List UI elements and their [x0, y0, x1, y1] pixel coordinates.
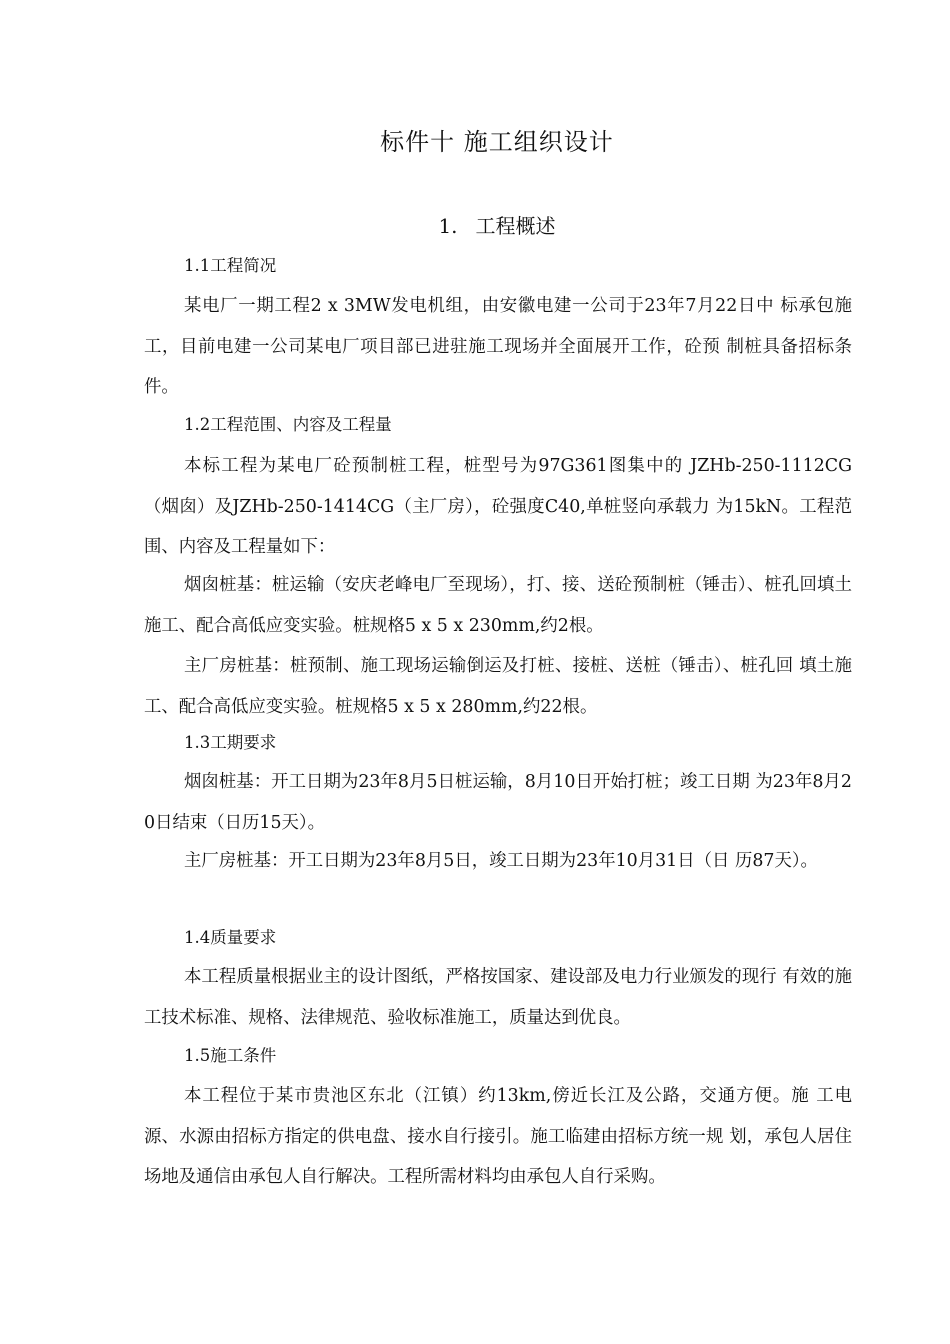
section-1-3-paragraph-main-building: 主厂房桩基：开工日期为23年8月5日，竣工日期为23年10月31日（日 历87天）。 [184, 851, 818, 871]
chapter-title: 工程概述 [475, 214, 556, 238]
section-1-2-paragraph-scope: 本标工程为某电厂砼预制桩工程，桩型号为97G361图集中的 JZHb-250-1112CG（烟囱）及JZHb-250-1414CG（主厂房），砼强度C40,单桩竖向承载力 为15kN。工程范围、内容及工程量如下： [144, 456, 852, 557]
section-heading-1-5: 1.5施工条件 [184, 1046, 277, 1065]
section-1-5-paragraph: 本工程位于某市贵池区东北（江镇）约13km,傍近长江及公路，交通方便。施 工电源、水源由招标方指定的供电盘、接水自行接引。施工临建由招标方统一规 划，承包人居住场地及通信由承包人自行解决。工程所需材料均由承包人自行采购。 [144, 1086, 852, 1187]
section-heading-1-4: 1.4质量要求 [184, 928, 277, 947]
chapter-heading [0, 210, 950, 242]
section-1-1-paragraph: 某电厂一期工程2 x 3MW发电机组，由安徽电建一公司于23年7月22日中 标承包施工，目前电建一公司某电厂项目部已进驻施工现场并全面展开工作，砼预 制桩具备招标条件。 [144, 296, 852, 397]
chapter-number: 1. [438, 214, 458, 238]
section-1-2-paragraph-main-building: 主厂房桩基：桩预制、施工现场运输倒运及打桩、接桩、送桩（锤击）、桩孔回 填土施工、配合高低应变实验。桩规格5 x 5 x 280mm,约22根。 [144, 656, 852, 717]
section-heading-1-1: 1.1工程简况 [184, 256, 277, 275]
document-title: 标件十 施工组织设计 [380, 128, 614, 156]
section-heading-1-2: 1.2工程范围、内容及工程量 [184, 415, 392, 434]
section-1-3-paragraph-chimney: 烟囱桩基：开工日期为23年8月5日桩运输，8月10日开始打桩；竣工日期 为23年8月20日结束（日历15天）。 [144, 772, 852, 833]
section-1-2-paragraph-chimney: 烟囱桩基：桩运输（安庆老峰电厂至现场），打、接、送砼预制桩（锤击）、桩孔回填土施工、配合高低应变实验。桩规格5 x 5 x 230mm,约2根。 [144, 575, 852, 636]
section-heading-1-3: 1.3工期要求 [184, 733, 277, 752]
section-1-4-paragraph: 本工程质量根据业主的设计图纸，严格按国家、建设部及电力行业颁发的现行 有效的施工技术标准、规格、法律规范、验收标准施工，质量达到优良。 [144, 967, 852, 1028]
